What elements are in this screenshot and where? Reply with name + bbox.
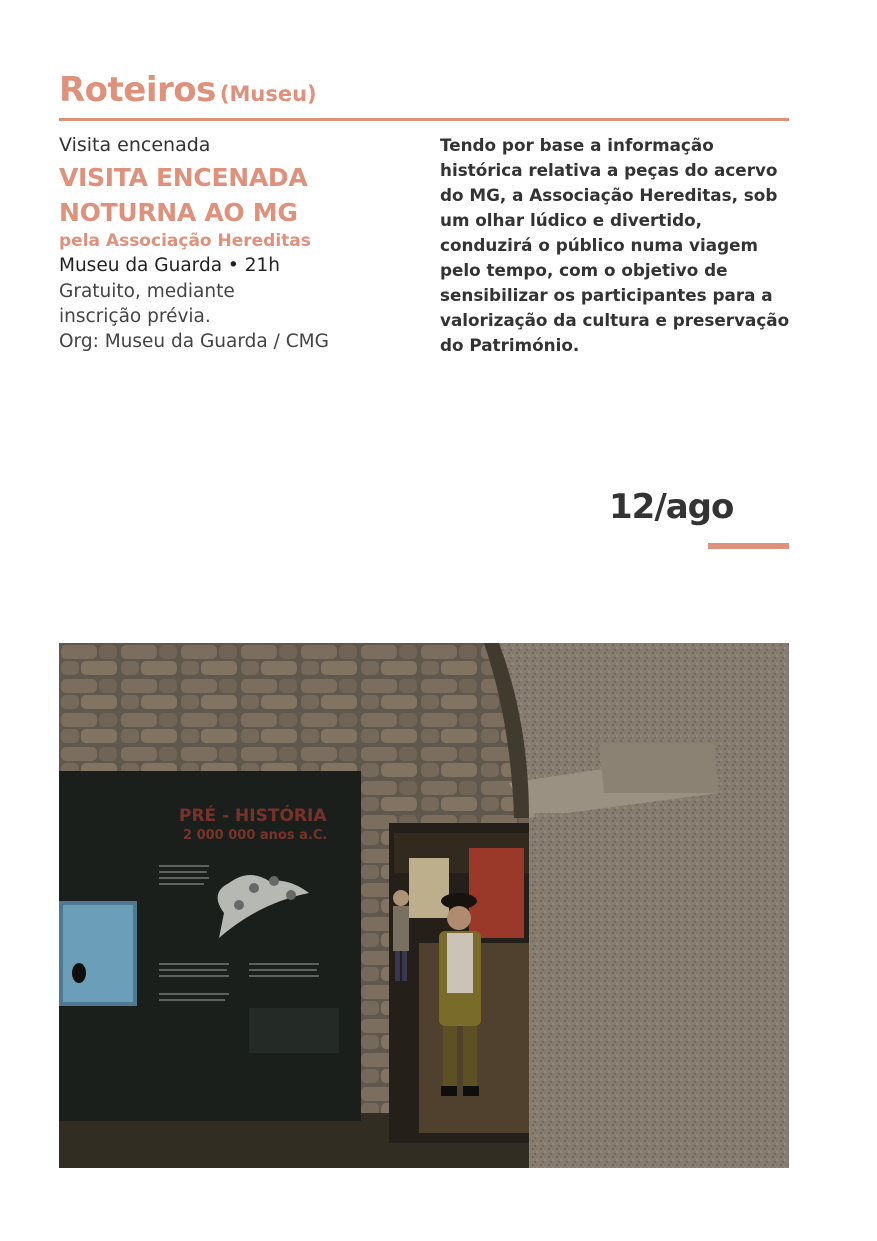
panel-title: PRÉ - HISTÓRIA [179, 806, 327, 826]
event-photo [59, 643, 789, 1168]
event-title-line-1: VISITA ENCENADA [59, 163, 308, 192]
event-date: 12/ago [609, 487, 734, 527]
section-title: Roteiros [59, 70, 216, 110]
event-place-time: Museu da Guarda • 21h [59, 255, 280, 276]
panel-subtitle: 2 000 000 anos a.C. [183, 828, 328, 843]
event-price-line-2: inscrição prévia. [59, 306, 211, 327]
section-subtitle: (Museu) [219, 82, 317, 106]
header-divider [59, 118, 789, 121]
event-category: Visita encenada [59, 134, 211, 156]
event-organizer-by: pela Associação Hereditas [59, 231, 311, 251]
description-text: Tendo por base a informação histórica relativa a peças do acervo do MG, a Associação Hereditas, sob um olhar lúdico e divertido, conduzirá o público numa viagem pelo tempo, com o objetivo de sensibilizar os participantes para a valorização da cultura e preservação do Património. [440, 135, 790, 355]
museum-scene-illustration [59, 643, 789, 1168]
date-underline [708, 543, 789, 549]
section-header [59, 70, 317, 110]
event-description [440, 133, 790, 358]
event-info [59, 133, 419, 354]
event-price-line-1: Gratuito, mediante [59, 281, 235, 302]
event-title [59, 160, 419, 230]
event-title-line-2: NOTURNA AO MG [59, 198, 298, 227]
event-organizer: Org: Museu da Guarda / CMG [59, 331, 329, 352]
